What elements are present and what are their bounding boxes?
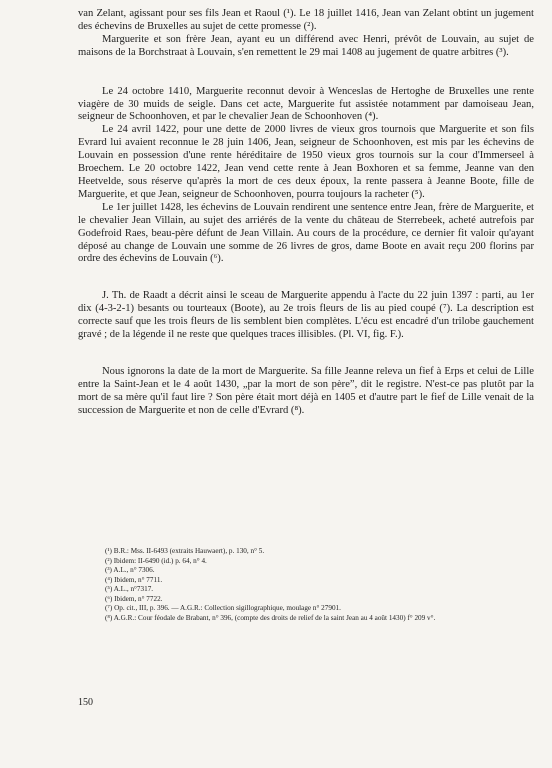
footnote-3: (³) A.L., n° 7306.: [105, 566, 155, 574]
paragraph-7: Nous ignorons la date de la mort de Marguerite. Sa fille Jeanne releva un fief à Erps et celui de Lille entre la Saint-Jean et le 4 août 1430, „par la mort de son père”, dit le registre. N'est-ce pas plutôt par la mort de sa mère qu'il faut lire ? Son père était mort déjà en 1405 et d'autre part le fief de Lille venait de la succession de Marguerite et non de celle d'Evrard (⁸).: [78, 365, 534, 416]
body-text: [78, 8, 534, 418]
paragraph-5: Le 1er juillet 1428, les échevins de Louvain rendirent une sentence entre Jean, frère de Marguerite, et le chevalier Jean Villain, au sujet des arriérés de la vente du château de Sterrebeek, acheté autrefois par Godefroid Raes, beau-père défunt de Jean Villain. Au cours de la procédure, ce dernier fit valoir qu'ayant déposé au change de Louvain une somme de 26 livres de gros, dame Boote en avait reçu 200 florins par ordre des échevins de Louvain (⁶).: [78, 201, 534, 265]
page-number: 150: [78, 697, 93, 708]
paragraph-2: Marguerite et son frère Jean, ayant eu un différend avec Henri, prévôt de Louvain, au sujet de maisons de la Borchstraat à Louvain, s'en remettent le 29 mai 1408 au jugement de quatre arbitres (³).: [78, 33, 534, 58]
footnote-7: (⁷) Op. cit., III, p. 396. — A.G.R.: Collection sigillographique, moulage n° 27901.: [105, 604, 341, 612]
footnote-1: (¹) B.R.: Mss. II-6493 (extraits Hauwaert), p. 130, n° 5.: [105, 547, 265, 555]
footnote-2: (²) Ibidem: II-6490 (id.) p. 64, n° 4.: [105, 556, 207, 565]
footnote-8: (⁸) A.G.R.: Cour féodale de Brabant, n° 396, (compte des droits de relief de la saint Jean au 4 août 1430) f° 209 v°.: [105, 613, 436, 622]
paragraph-4: Le 24 avril 1422, pour une dette de 2000 livres de vieux gros tournois que Marguerite et son fils Evrard lui avaient reconnue le 28 juin 1406, Jean, seigneur de Schoonhoven, est mis par les échevins de Louvain en possession d'une rente héréditaire de 1950 vieux gros tournois sur la cour d'Immerseel à Broechem. Le 20 octobre 1422, Jean vend cette rente à Jean Boxhoren et sa femme, Jeanne van den Heetvelde, sous réserve qu'après la mort de ces deux époux, la rente passera à Jeanne Boote, fille de Marguerite, et que Jean, seigneur de Schoonhoven, pourra toujours la racheter (⁵).: [78, 124, 534, 200]
footnote-5: (⁵) A.L., n°7317.: [105, 585, 154, 593]
footnote-4: (⁴) Ibidem, n° 7711.: [105, 575, 163, 584]
paragraph-3: Le 24 octobre 1410, Marguerite reconnut devoir à Wenceslas de Hertoghe de Bruxelles une rente viagère de 30 muids de seigle. Dans cet acte, Marguerite fut assistée notamment par damoiseau Jean, seigneur de Schoonhoven, et par le chevalier Jean de Schoonhoven (⁴).: [78, 85, 534, 123]
footnote-6: (⁶) Ibidem, n° 7722.: [105, 594, 163, 603]
paragraph-1: van Zelant, agissant pour ses fils Jean et Raoul (¹). Le 18 juillet 1416, Jean van Zelant obtint un jugement des échevins de Bruxelles au sujet de cette promesse (²).: [78, 8, 534, 32]
footnotes: [105, 547, 545, 623]
paragraph-6: J. Th. de Raadt a décrit ainsi le sceau de Marguerite appendu à l'acte du 22 juin 1397 : parti, au 1er dix (4-3-2-1) besants ou tourteaux (Boote), au 2e trois fleurs de lis au pied coupé (⁷). La description est correcte sauf que les trois fleurs de lis semblent bien complètes. L'écu est encadré d'un trilobe gauchement gravé ; de la légende il ne reste que quelques traces illisibles. (Pl. VI, fig. F.).: [78, 290, 534, 341]
